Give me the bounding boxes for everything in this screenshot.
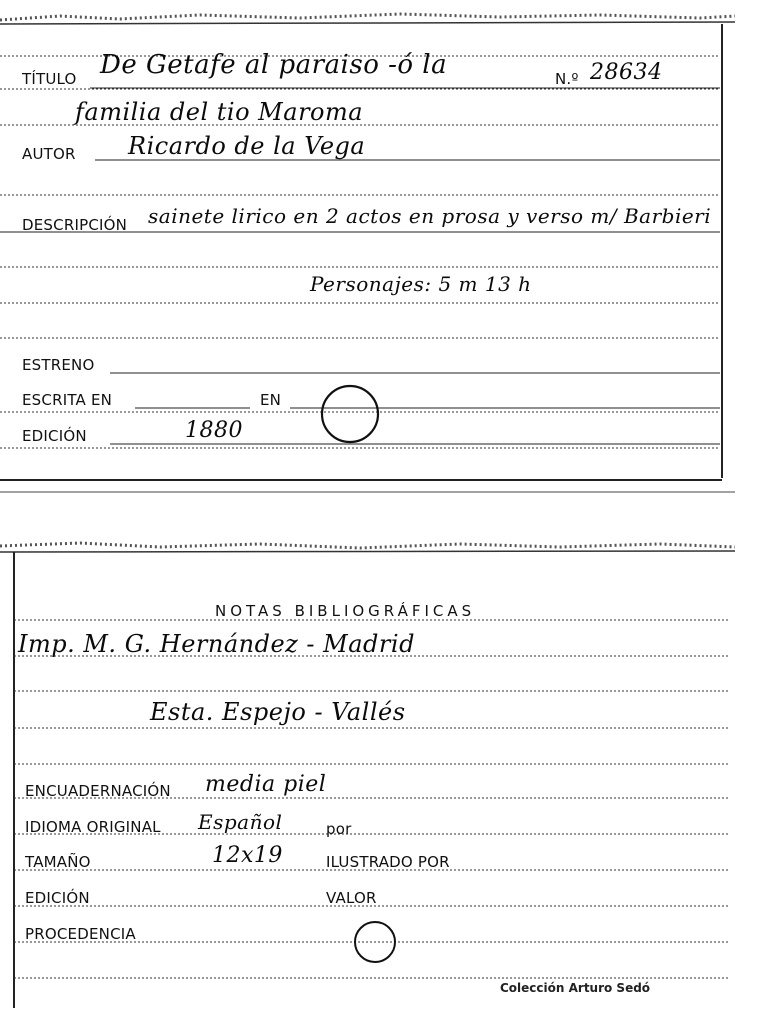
numero-value: 28634 bbox=[590, 60, 663, 85]
encuadernacion-value: media piel bbox=[205, 772, 327, 797]
label-escrita-en: ESCRITA EN bbox=[22, 391, 113, 409]
label-ilustrado-por: ILUSTRADO POR bbox=[326, 853, 450, 871]
label-en: EN bbox=[260, 391, 282, 409]
titulo-value-line1: De Getafe al paraiso -ó la bbox=[100, 50, 448, 80]
label-descripcion: DESCRIPCIÓN bbox=[22, 216, 128, 234]
label-encuadernacion: ENCUADERNACIÓN bbox=[25, 782, 171, 800]
titulo-value-line2: familia del tio Maroma bbox=[75, 98, 364, 126]
stamp-circle bbox=[322, 386, 378, 442]
label-valor: VALOR bbox=[326, 889, 377, 907]
descripcion-value: sainete lirico en 2 actos en prosa y verso m/ Barbieri bbox=[148, 204, 712, 228]
label-titulo: TÍTULO bbox=[22, 70, 77, 88]
label-idioma-original: IDIOMA ORIGINAL bbox=[25, 818, 161, 836]
catalog-card-bottom bbox=[0, 538, 759, 1028]
coleccion-footer: Colección Arturo Sedó bbox=[500, 981, 651, 995]
label-tamano: TAMAÑO bbox=[25, 853, 91, 871]
autor-value: Ricardo de la Vega bbox=[128, 132, 366, 160]
label-autor: AUTOR bbox=[22, 145, 76, 163]
notas-line1: Imp. M. G. Hernández - Madrid bbox=[18, 630, 415, 658]
label-numero: N.º bbox=[555, 70, 579, 88]
catalog-card-top bbox=[0, 0, 759, 495]
notas-line2: Esta. Espejo - Vallés bbox=[150, 698, 406, 726]
label-edicion-top: EDICIÓN bbox=[22, 427, 87, 445]
personajes-value: Personajes: 5 m 13 h bbox=[310, 272, 532, 296]
idioma-original-value: Español bbox=[198, 810, 283, 834]
label-por: por bbox=[326, 820, 352, 838]
label-procedencia: PROCEDENCIA bbox=[25, 925, 136, 943]
edicion-value-top: 1880 bbox=[185, 418, 243, 443]
notas-heading: NOTAS BIBLIOGRÁFICAS bbox=[215, 602, 476, 620]
label-estreno: ESTRENO bbox=[22, 356, 95, 374]
tamano-value: 12x19 bbox=[212, 843, 283, 868]
label-edicion-bottom: EDICIÓN bbox=[25, 889, 90, 907]
